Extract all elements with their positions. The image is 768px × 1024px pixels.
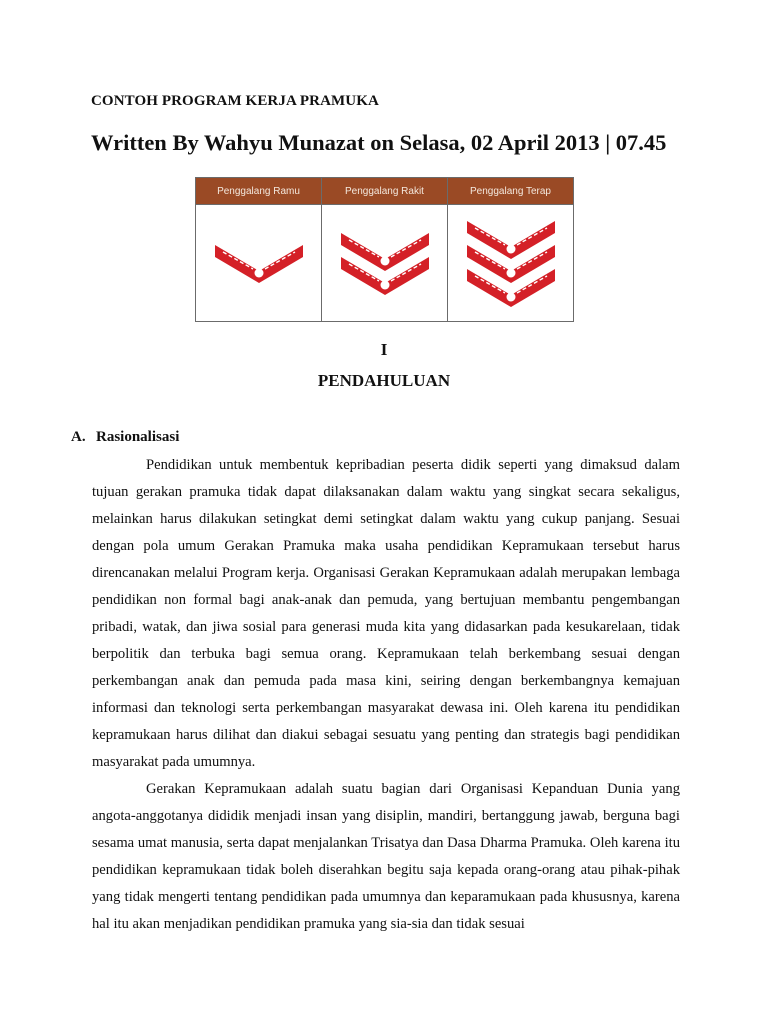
document-subtitle: Written By Wahyu Munazat on Selasa, 02 April 2013 | 07.45	[91, 130, 667, 155]
body-text	[92, 452, 680, 938]
badge-header: Penggalang Terap	[448, 178, 573, 205]
badge-column-ramu	[196, 178, 322, 321]
section-title: Rasionalisasi	[96, 429, 180, 445]
chapter-title: PENDAHULUAN	[317, 371, 451, 390]
chevron-badge-icon	[335, 208, 435, 318]
rank-badge-table	[195, 177, 574, 322]
section-heading	[71, 429, 179, 446]
chevron-stripe	[215, 245, 303, 283]
chevron-badge-icon	[209, 208, 309, 318]
chevron-badge-icon	[461, 208, 561, 318]
paragraph: Pendidikan untuk membentuk kepribadian peserta didik seperti yang dimaksud dalam tujuan gerakan pramuka tidak dapat dilaksanakan dalam waktu yang singkat secara sekaligus, melainkan harus dilakukan setingkat demi setingkat dalam waktu yang cukup panjang. Sesuai dengan pola umum Gerakan Pramuka maka usaha pendidikan Kepramukaan tersebut harus direncanakan melalui Program kerja. Organisasi Gerakan Kepramukaan adalah merupakan lembaga pendidikan non formal bagi anak-anak dan pemuda, yang bertujuan membantu pengembangan pribadi, watak, dan jiwa sosial para generasi muda kita yang didasarkan pada kesukarelaan, tidak berpolitik dan terbuka bagi semua orang. Kepramukaan telah berkembang sesuai dengan perkembangan anak dan pemuda pada masa kini, seiring dengan berkembangnya kemajuan informasi dan teknologi serta perkembangan masyarakat dewasa ini. Oleh karena itu pendidikan kepramukaan harus dilihat dan diakui sebagai sesuatu yang penting dan strategis bagi pendidikan masyarakat pada umumnya.	[92, 457, 680, 770]
section-number: A.	[71, 429, 86, 445]
paragraph: Gerakan Kepramukaan adalah suatu bagian dari Organisasi Kepanduan Dunia yang angota-anggotanya dididik menjadi insan yang disiplin, mandiri, bertanggung jawab, berguna bagi sesama umat manusia, serta dapat menjalankan Trisatya dan Dasa Dharma Pramuka. Oleh karena itu pendidikan kepramukaan tidak boleh diserahkan begitu saja kepada orang-orang atau pihak-pihak yang tidak mengerti tentang pendidikan pada umumnya dan keparamukaan pada khususnya, karena hal itu akan menjadikan pendidikan pramuka yang sia-sia dan tidak sesuai	[92, 781, 680, 932]
document-title: CONTOH PROGRAM KERJA PRAMUKA	[91, 93, 379, 109]
badge-column-terap	[448, 178, 573, 321]
badge-header: Penggalang Ramu	[196, 178, 321, 205]
chapter-number: I	[380, 340, 388, 359]
badge-header: Penggalang Rakit	[322, 178, 447, 205]
badge-column-rakit	[322, 178, 448, 321]
